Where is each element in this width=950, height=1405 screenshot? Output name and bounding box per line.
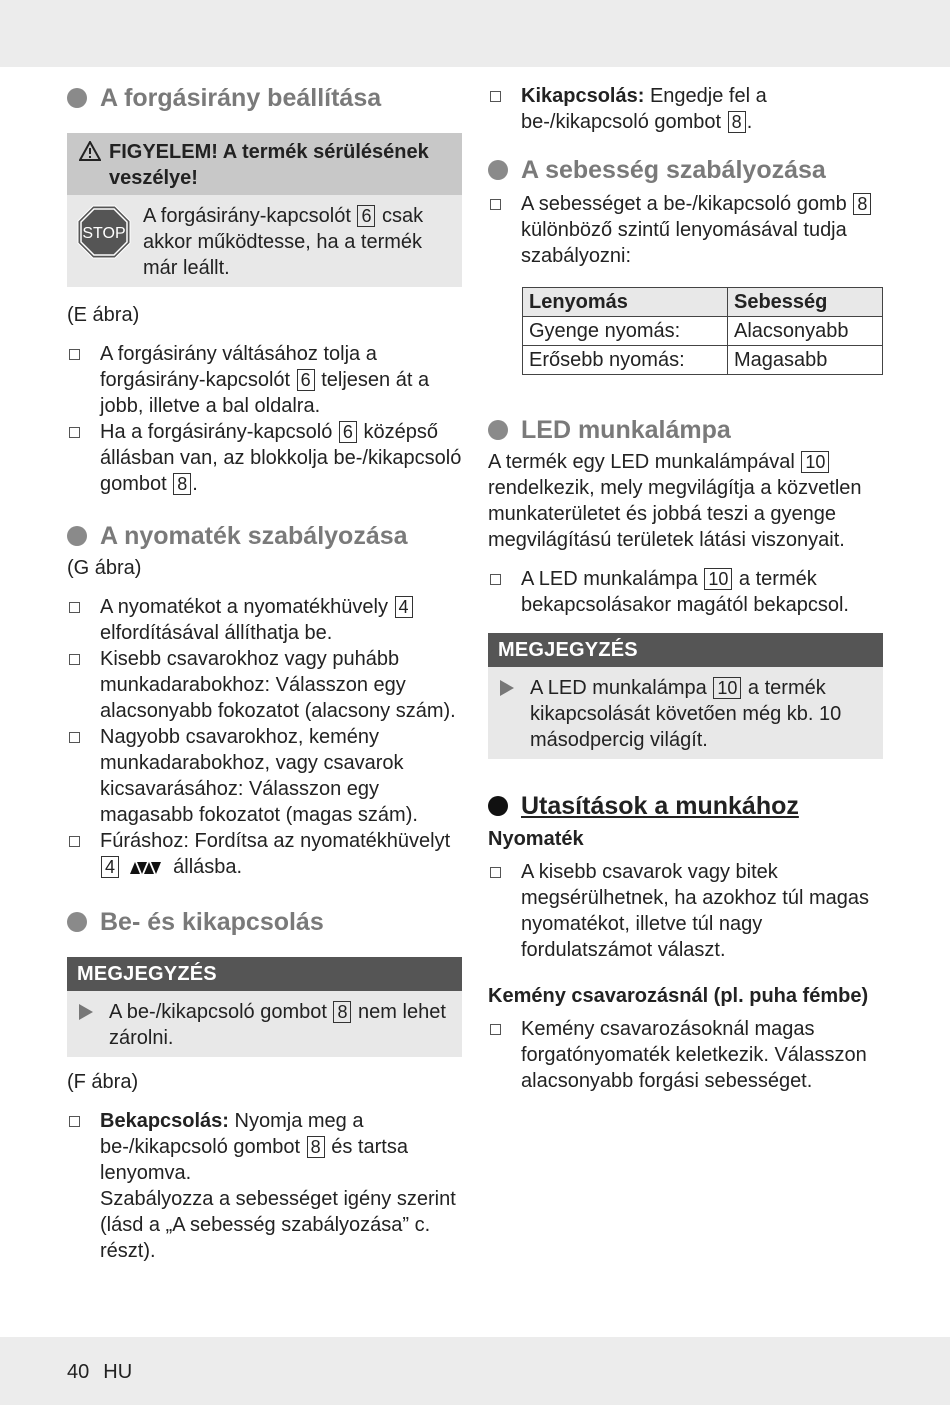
ref-number: 4 [395, 596, 413, 618]
warning-triangle-icon [79, 141, 101, 161]
top-band [0, 0, 950, 67]
checkbox-bullet-icon [490, 91, 501, 102]
table-header-cell: Sebesség [727, 288, 882, 317]
led-paragraph: A termék egy LED munkalámpával 10 rendelkezik, mely megvilágítja a közvetlen munkaterületet és jobbá teszi a gyenge megvilágítású területek látási viszonyait. [488, 451, 862, 551]
right-column [488, 83, 883, 1094]
warning-text: A forgásirány-kapcsolót 6 csak akkor működtesse, ha a termék már leállt. [143, 205, 424, 279]
left-column [67, 80, 462, 1264]
ref-number: 8 [173, 473, 191, 495]
checkbox-bullet-icon [490, 1024, 501, 1035]
subheading: Nyomaték [488, 828, 584, 850]
list-item: Kemény csavarozásoknál magas forgatónyomaték keletkezik. Válasszon alacsonyabb forgási sebességet. [488, 1016, 883, 1094]
checkbox-bullet-icon [69, 654, 80, 665]
checkbox-bullet-icon [69, 1116, 80, 1127]
note-title: MEGJEGYZÉS [67, 957, 462, 991]
table-header-cell: Lenyomás [523, 288, 728, 317]
checkbox-bullet-icon [490, 199, 501, 210]
note-title: MEGJEGYZÉS [488, 633, 883, 667]
list-item: A LED munkalámpa 10 a termék bekapcsolásakor magától bekapcsol. [488, 566, 883, 618]
arrow-right-icon [79, 1004, 93, 1020]
svg-text:STOP: STOP [82, 225, 126, 242]
stop-sign-icon [77, 205, 131, 259]
table-cell: Magasabb [727, 346, 882, 375]
section-title-rotation: A forgásirány beállítása [67, 81, 462, 115]
checkbox-bullet-icon [69, 836, 80, 847]
ref-number: 6 [339, 421, 357, 443]
ref-number: 10 [801, 451, 829, 473]
checkbox-bullet-icon [69, 602, 80, 613]
checkbox-bullet-icon [69, 427, 80, 438]
figure-reference: (G ábra) [67, 557, 142, 579]
ref-number: 6 [297, 369, 315, 391]
figure-reference: (F ábra) [67, 1071, 139, 1093]
checkbox-bullet-icon [490, 867, 501, 878]
table-row [523, 317, 883, 346]
bullet-dot-icon [488, 160, 508, 180]
speed-table [522, 287, 883, 375]
note-box [67, 957, 462, 1057]
ref-number: 8 [728, 111, 746, 133]
ref-number: 8 [853, 193, 871, 215]
note-body: A LED munkalámpa 10 a termék kikapcsolását követően még kb. 10 másodpercig világít. [488, 667, 883, 759]
warning-body [67, 195, 462, 287]
table-row [523, 346, 883, 375]
figure-reference: (E ábra) [67, 304, 140, 326]
section-title-torque: A nyomaték szabályozása [67, 519, 462, 553]
bullet-dot-icon [488, 420, 508, 440]
bullet-dot-icon [67, 912, 87, 932]
note-box [488, 633, 883, 759]
list-item: A sebességet a be-/kikapcsoló gomb 8 különböző szintű lenyomásával tudja szabályozni: [488, 191, 883, 269]
warning-title: FIGYELEM! A termék sérülésének veszélye! [67, 133, 462, 195]
section-title-speed: A sebesség szabályozása [488, 153, 883, 187]
section-title-onoff: Be- és kikapcsolás [67, 905, 462, 939]
checkbox-bullet-icon [490, 574, 501, 585]
list-item: Kisebb csavarokhoz vagy puhább munkadarabokhoz: Válasszon egy alacsonyabb fokozatot (alacsony szám). [67, 646, 462, 724]
list-item: A forgásirány váltásához tolja a forgásirány-kapcsolót 6 teljesen át a jobb, illetve a bal oldalra. [67, 341, 462, 419]
ref-number: 10 [704, 568, 732, 590]
language-code: HU [103, 1361, 133, 1383]
table-header-row [523, 288, 883, 317]
section-title-work-instructions: Utasítások a munkához [488, 789, 883, 823]
list-item: Fúráshoz: Fordítsa az nyomatékhüvelyt 4 állásba. [67, 828, 462, 880]
bullet-dot-icon [67, 526, 87, 546]
arrow-right-icon [500, 680, 514, 696]
page-number: 40 [67, 1361, 90, 1383]
drill-mode-icon [130, 861, 164, 875]
ref-number: 4 [101, 856, 119, 878]
list-item: A nyomatékot a nyomatékhüvely 4 elfordításával állíthatja be. [67, 594, 462, 646]
ref-number: 10 [713, 677, 741, 699]
table-cell: Erősebb nyomás: [523, 346, 728, 375]
list-item: Ha a forgásirány-kapcsoló 6 középső állásban van, az blokkolja be-/kikapcsoló gombot 8 . [67, 419, 462, 497]
warning-box [67, 133, 462, 287]
bullet-dot-icon [67, 88, 87, 108]
bullet-dot-icon [488, 796, 508, 816]
page-footer [67, 1361, 146, 1384]
list-item: Bekapcsolás: Nyomja meg a be-/kikapcsoló gombot 8 és tartsa lenyomva. Szabályozza a sebességet igény szerint (lásd a „A sebesség szabályozása” c. részt). [67, 1108, 462, 1264]
table-cell: Gyenge nyomás: [523, 317, 728, 346]
section-title-led: LED munkalámpa [488, 413, 883, 447]
note-body: A be-/kikapcsoló gombot 8 nem lehet zárolni. [67, 991, 462, 1057]
ref-number: 8 [333, 1001, 351, 1023]
checkbox-bullet-icon [69, 349, 80, 360]
subheading: Kemény csavarozásnál (pl. puha fémbe) [488, 985, 869, 1007]
list-item: Kikapcsolás: Engedje fel a be-/kikapcsoló gombot 8 . [488, 83, 883, 135]
ref-number: 6 [357, 205, 375, 227]
ref-number: 8 [307, 1136, 325, 1158]
list-item: Nagyobb csavarokhoz, kemény munkadarabokhoz, vagy csavarok kicsavarásához: Válasszon egy magasabb fokozatot (magas szám). [67, 724, 462, 828]
checkbox-bullet-icon [69, 732, 80, 743]
table-cell: Alacsonyabb [727, 317, 882, 346]
list-item: A kisebb csavarok vagy bitek megsérülhetnek, ha azokhoz túl magas nyomatékot, illetve túl nagy fordulatszámot választ. [488, 859, 883, 963]
